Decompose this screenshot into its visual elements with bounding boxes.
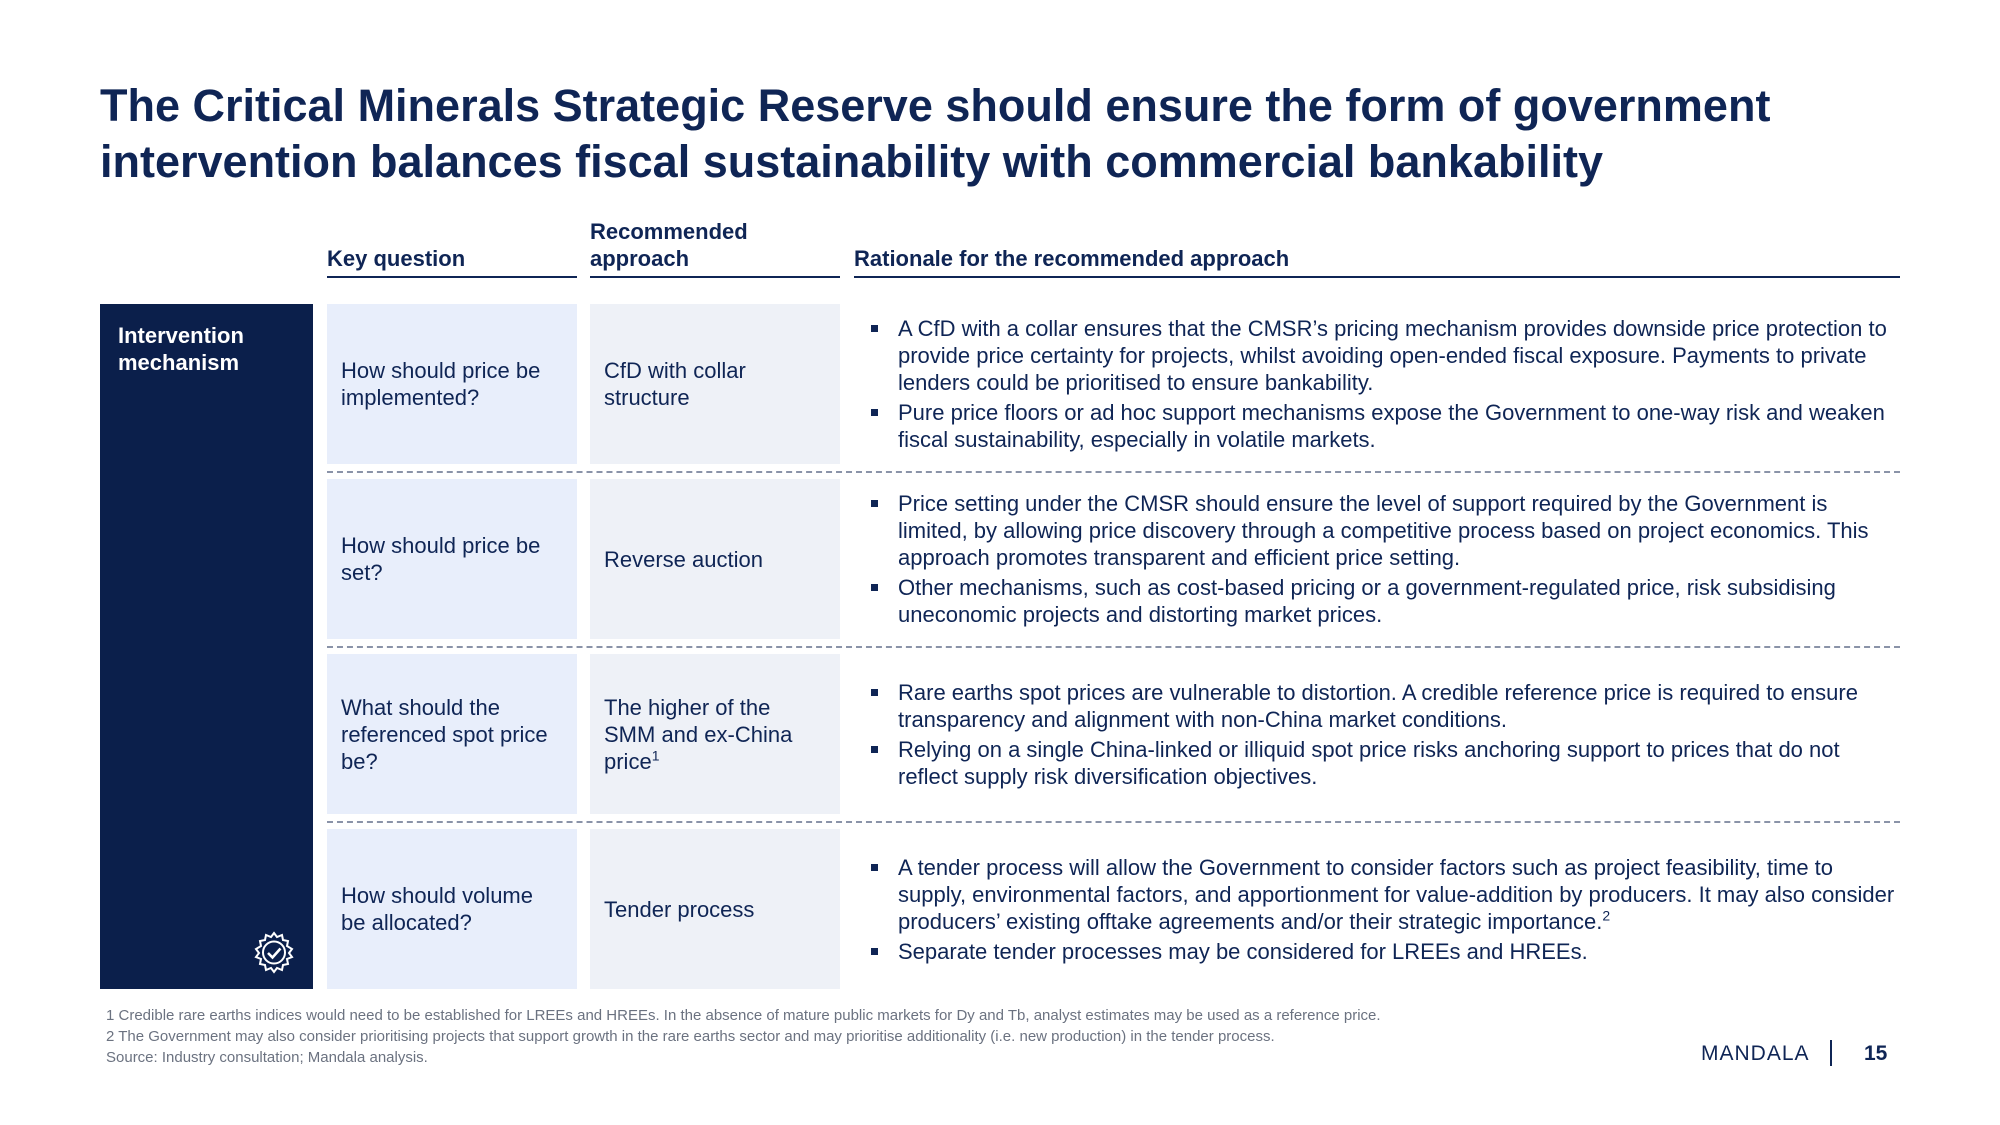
sidebar-intervention-mechanism bbox=[100, 304, 313, 989]
approach-text: Reverse auction bbox=[604, 546, 763, 572]
row-divider bbox=[327, 646, 1900, 648]
sidebar-label: Intervention mechanism bbox=[118, 323, 244, 375]
brand-logo: MANDALA bbox=[1701, 1042, 1810, 1065]
rationale-cell bbox=[854, 654, 1900, 814]
rationale-cell bbox=[854, 479, 1900, 639]
source-note: Source: Industry consultation; Mandala analysis. bbox=[106, 1049, 428, 1066]
rationale-bullet: Relying on a single China-linked or illiquid spot price risks anchoring support to prices that do not reflect supply risk diversification objectives. bbox=[854, 736, 1900, 790]
header-key-question bbox=[327, 230, 577, 278]
rationale-cell bbox=[854, 304, 1900, 464]
header-key-question-label: Key question bbox=[327, 246, 466, 271]
row-divider bbox=[327, 821, 1900, 823]
page-title: The Critical Minerals Strategic Reserve should ensure the form of government intervention balances fiscal sustainability with commercial bankability bbox=[100, 80, 1771, 187]
rationale-bullet: Pure price floors or ad hoc support mechanisms expose the Government to one-way risk and weaken fiscal sustainability, especially in volatile markets. bbox=[854, 399, 1900, 453]
footer-divider bbox=[1830, 1040, 1832, 1066]
footnotes bbox=[106, 1005, 1381, 1068]
question-cell bbox=[327, 304, 577, 464]
approach-text: The higher of the SMM and ex-China price$^1$ bbox=[604, 694, 793, 774]
rationale-bullet: A CfD with a collar ensures that the CMSR’s pricing mechanism provides downside price protection to provide price certainty for projects, whilst avoiding open-ended fiscal exposure. Payments to private lenders could be prioritised to ensure bankability. bbox=[854, 315, 1900, 396]
footnote-1: 1 Credible rare earths indices would need to be established for LREEs and HREEs. In the absence of mature public markets for Dy and Tb, analyst estimates may be used as a reference price. bbox=[106, 1007, 1381, 1024]
row-divider bbox=[327, 471, 1900, 473]
approach-cell bbox=[590, 829, 840, 989]
question-text: How should price be set? bbox=[341, 533, 541, 585]
rationale-bullet: Separate tender processes may be considered for LREEs and HREEs. bbox=[854, 938, 1900, 965]
question-text: How should volume be allocated? bbox=[341, 883, 533, 935]
approach-text: CfD with collar structure bbox=[604, 358, 746, 410]
approach-cell bbox=[590, 654, 840, 814]
header-rationale-label: Rationale for the recommended approach bbox=[854, 246, 1290, 271]
rationale-bullet: Rare earths spot prices are vulnerable to distortion. A credible reference price is required to ensure transparency and alignment with non-China market conditions. bbox=[854, 679, 1900, 733]
rationale-bullet: Price setting under the CMSR should ensure the level of support required by the Government is limited, by allowing price discovery through a competitive process based on project economics. This approach promotes transparent and efficient price setting. bbox=[854, 490, 1900, 571]
question-text: How should price be implemented? bbox=[341, 358, 541, 410]
rationale-cell bbox=[854, 829, 1900, 989]
gear-check-icon bbox=[252, 930, 296, 974]
page-number: 15 bbox=[1864, 1042, 1888, 1065]
approach-text: Tender process bbox=[604, 896, 755, 922]
header-recommended-approach bbox=[590, 216, 840, 278]
footnote-2: 2 The Government may also consider prioritising projects that support growth in the rare earths sector and may prioritise additionality (i.e. new production) in the tender process. bbox=[106, 1028, 1275, 1045]
question-cell bbox=[327, 829, 577, 989]
approach-cell bbox=[590, 479, 840, 639]
header-recommended-approach-label: Recommended approach bbox=[590, 219, 748, 271]
approach-cell bbox=[590, 304, 840, 464]
question-text: What should the referenced spot price be? bbox=[341, 694, 548, 774]
question-cell bbox=[327, 654, 577, 814]
header-rationale bbox=[854, 230, 1900, 278]
rationale-bullet: A tender process will allow the Government to consider factors such as project feasibility, time to supply, environmental factors, and apportionment for value-addition by producers. It may also consider producers’ existing offtake agreements and/or their strategic importance.$^2$ bbox=[854, 854, 1900, 935]
rationale-bullet: Other mechanisms, such as cost-based pricing or a government-regulated price, risk subsidising uneconomic projects and distorting market prices. bbox=[854, 574, 1900, 628]
question-cell bbox=[327, 479, 577, 639]
